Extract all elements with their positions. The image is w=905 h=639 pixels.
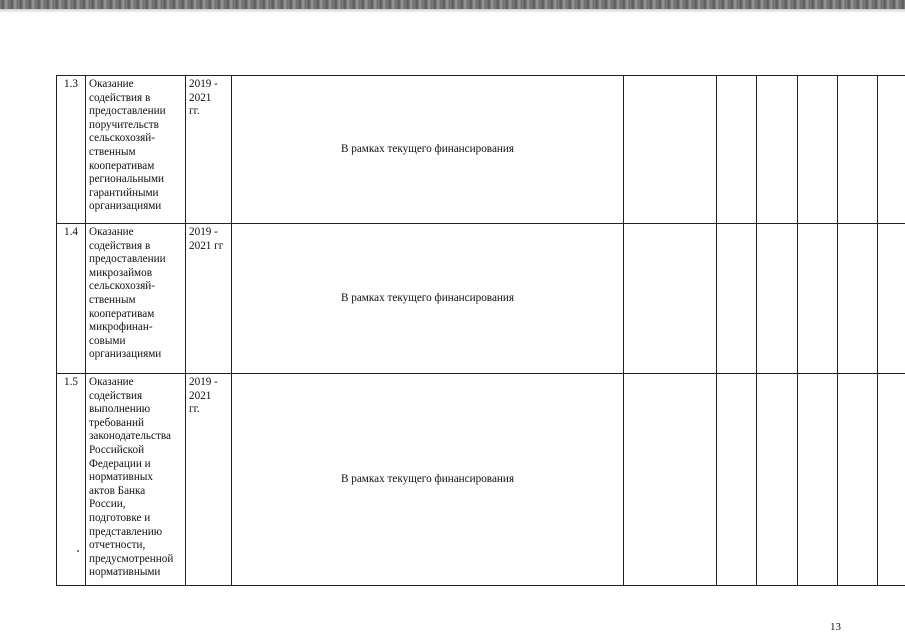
row-number: 1.4: [57, 224, 86, 374]
empty-cell: [798, 374, 838, 586]
period: 2019 - 2021 гг.: [186, 374, 232, 586]
empty-cell: [838, 76, 878, 224]
measures-table: [56, 75, 905, 586]
funding-note: В рамках текущего финансирования: [232, 374, 624, 586]
measure-description: Оказание содействия в предоставлении микрозаймов сельскохозяй- ственным кооперативам микрофинан- совыми организациями: [86, 224, 186, 374]
page-number: 13: [830, 621, 841, 633]
empty-cell: [717, 76, 757, 224]
table-row: [57, 76, 905, 224]
row-number: 1.5: [57, 374, 86, 586]
table-row: [57, 224, 905, 374]
table-row: [57, 374, 905, 586]
funding-note: В рамках текущего финансирования: [232, 224, 624, 374]
measure-description: Оказание содействия выполнению требований законодательства Российской Федерации и нормативных актов Банка России, подготовке и представлению отчетности, предусмотренной нормативными: [86, 374, 186, 586]
empty-cell: [878, 224, 905, 374]
row-number: 1.3: [57, 76, 86, 224]
empty-cell: [878, 374, 905, 586]
empty-cell: [717, 224, 757, 374]
funding-note: В рамках текущего финансирования: [232, 76, 624, 224]
empty-cell: [798, 224, 838, 374]
period: 2019 - 2021 гг: [186, 224, 232, 374]
empty-cell: [624, 76, 717, 224]
empty-cell: [757, 76, 798, 224]
measure-description: Оказание содействия в предоставлении поручительств сельскохозяй- ственным кооперативам региональными гарантийными организациями: [86, 76, 186, 224]
empty-cell: [757, 374, 798, 586]
empty-cell: [838, 374, 878, 586]
period: 2019 - 2021 гг.: [186, 76, 232, 224]
empty-cell: [717, 374, 757, 586]
empty-cell: [878, 76, 905, 224]
scan-top-shadow: [0, 9, 905, 13]
empty-cell: [624, 374, 717, 586]
scan-speck: [77, 550, 79, 552]
empty-cell: [838, 224, 878, 374]
scan-top-edge: [0, 0, 905, 9]
empty-cell: [798, 76, 838, 224]
empty-cell: [624, 224, 717, 374]
empty-cell: [757, 224, 798, 374]
